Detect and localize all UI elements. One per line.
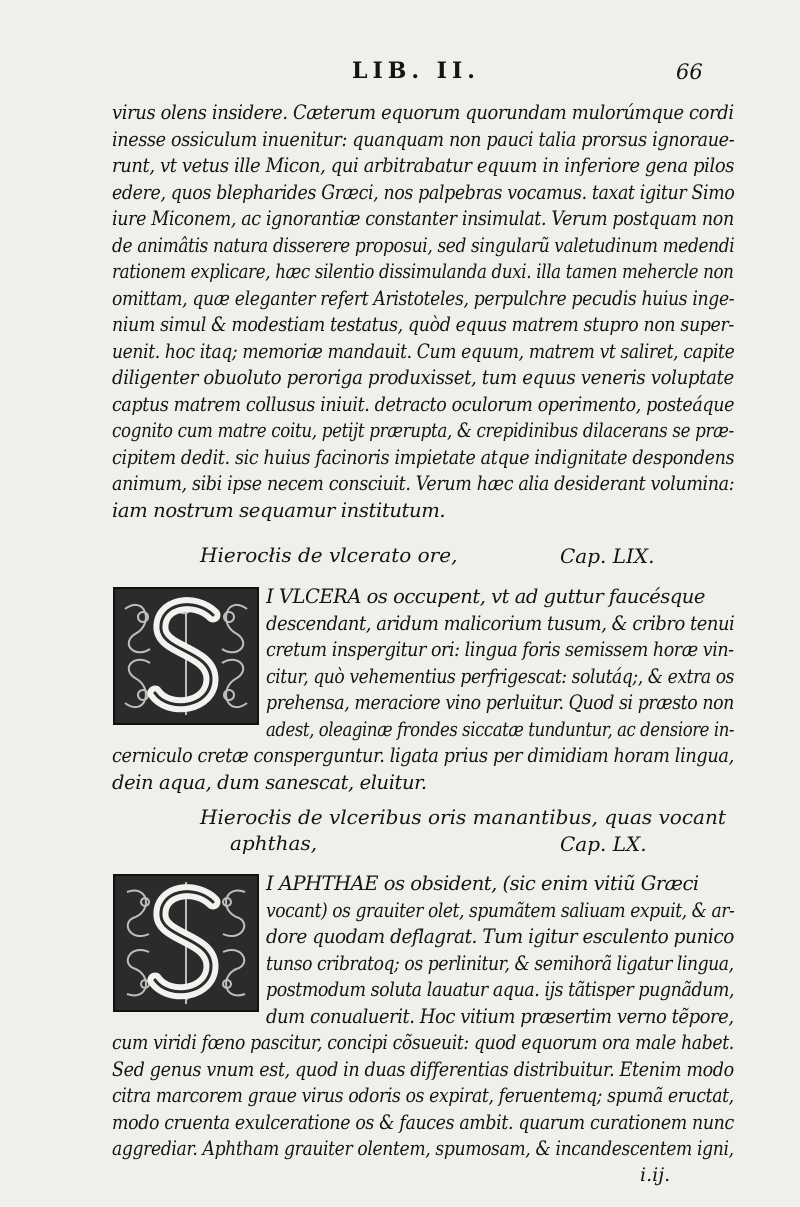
text-line: descendant, aridum malicorium tusum, & cribro tenui	[266, 611, 735, 635]
svg-text:S: S	[185, 952, 187, 953]
text-line: cipitem dedit. sic huius facinoris impietate atque indignitate despondens	[112, 445, 735, 469]
text-line: uenit. hoc itaq; memoriæ mandauit. Cum equum, matrem vt saliret, capite	[112, 339, 735, 363]
page-header	[0, 58, 800, 92]
chapter-60-continued-text	[112, 1030, 738, 1163]
text-line: I VLCERA os occupent, vt ad guttur faucésque	[266, 585, 705, 608]
text-line: runt, vt vetus ille Micon, qui arbitrabatur equum in inferiore gena pilos	[112, 154, 735, 177]
text-line: nium simul & modestiam testatus, quòd equus matrem stupro non super-	[112, 313, 734, 336]
chapter-59-title: Hierocłis de vlcerato ore,	[200, 543, 458, 567]
signature-mark: i.ij.	[640, 1164, 671, 1186]
text-line: dum conualuerit. Hoc vitium præsertim verno tẽpore,	[266, 1004, 734, 1028]
text-line: cum viridi fœno pascitur, concipi cõsueuit: quod equorum ora male habet.	[112, 1031, 734, 1054]
text-line: postmodum soluta lauatur aqua. ijs tãtisper pugnãdum,	[266, 978, 735, 1001]
text-line: I APHTHAE os obsident, (sic enim vitiũ Græci	[266, 872, 699, 895]
floral-initial-ornament-icon	[115, 589, 257, 723]
running-head: LIB. II.	[352, 58, 480, 84]
chapter-60-title-cont: aphthas,	[230, 831, 318, 855]
text-line: citra marcorem graue virus odoris os expirat, feruentemq; spumã eructat,	[112, 1084, 734, 1107]
chapter-59-indented-text	[266, 584, 736, 743]
text-line: tunso cribratoq; os perlinitur, & semihorã ligatur lingua,	[266, 951, 734, 975]
text-line: iam nostrum sequamur institutum.	[112, 498, 446, 522]
text-line: adest, oleaginæ frondes siccatæ tunduntur, ac densiore in-	[266, 717, 735, 741]
svg-text:S: S	[185, 665, 187, 666]
text-line: cretum inspergitur ori: lingua foris semissem horæ vin-	[266, 638, 734, 661]
text-line: dein aqua, dum sanescat, eluitur.	[112, 770, 427, 794]
text-line: citur, quò vehementius perfrigescat: solutáq;, & extra os	[266, 664, 734, 688]
text-line: cognito cum matre coitu, petijt prærupta, & crepidinibus dilacerans se præ-	[112, 419, 734, 442]
text-line: virus olens insidere. Cæterum equorum quorundam mulorúmque cordi	[112, 101, 734, 124]
decorated-initial-s	[113, 587, 259, 725]
chapter-59-number: Cap. LIX.	[560, 544, 655, 568]
text-line: diligenter obuoluto peroriga produxisset, tum equus veneris voluptate	[112, 366, 734, 389]
folio-number: 66	[676, 60, 703, 84]
text-line: cerniculo cretæ consperguntur. ligata prius per dimidiam horam lingua,	[112, 744, 734, 767]
chapter-60-title: Hierocłis de vlceribus oris manantibus, quas vocant	[200, 805, 726, 829]
text-line: inesse ossiculum inuenitur: quanquam non pauci talia prorsus ignoraue-	[112, 127, 735, 151]
chapter-60-number: Cap. LX.	[560, 832, 647, 856]
chapter-59-continued-text	[112, 743, 738, 796]
text-line: Sed genus vnum est, quod in duas differentias distribuitur. Etenim modo	[112, 1057, 734, 1081]
text-line: prehensa, meraciore vino perluitur. Quod si præsto non	[266, 691, 734, 714]
floral-initial-ornament-icon	[115, 876, 257, 1010]
text-line: edere, quos blepharides Græci, nos palpebras vocamus. taxat igitur Simo	[112, 180, 735, 204]
text-line: captus matrem collusus iniuit. detracto oculorum operimento, posteáque	[112, 392, 735, 416]
text-line: dore quodam deflagrat. Tum igitur esculento punico	[266, 925, 734, 948]
text-line: omittam, quæ eleganter refert Aristoteles, perpulchre pecudis huius inge-	[112, 286, 735, 310]
decorated-initial-s	[113, 874, 259, 1012]
text-line: de animâtis natura disserere proposui, sed singularũ valetudinum medendi	[112, 233, 735, 257]
intro-paragraph	[112, 100, 734, 524]
chapter-60-indented-text	[266, 871, 736, 1030]
text-line: aggrediar. Aphtham grauiter olentem, spumosam, & incandescentem igni,	[112, 1137, 734, 1160]
text-line: modo cruenta exulceratione os & fauces ambit. quarum curationem nunc	[112, 1110, 734, 1134]
text-line: rationem explicare, hæc silentio dissimulanda duxi. illa tamen mehercle non	[112, 260, 734, 283]
text-line: vocant) os grauiter olet, spumãtem saliuam expuit, & ar-	[266, 898, 735, 922]
text-line: iure Miconem, ac ignorantiæ constanter insimulat. Verum postquam non	[112, 207, 734, 230]
text-line: animum, sibi ipse necem consciuit. Verum hæc alia desiderant volumina:	[112, 472, 735, 495]
